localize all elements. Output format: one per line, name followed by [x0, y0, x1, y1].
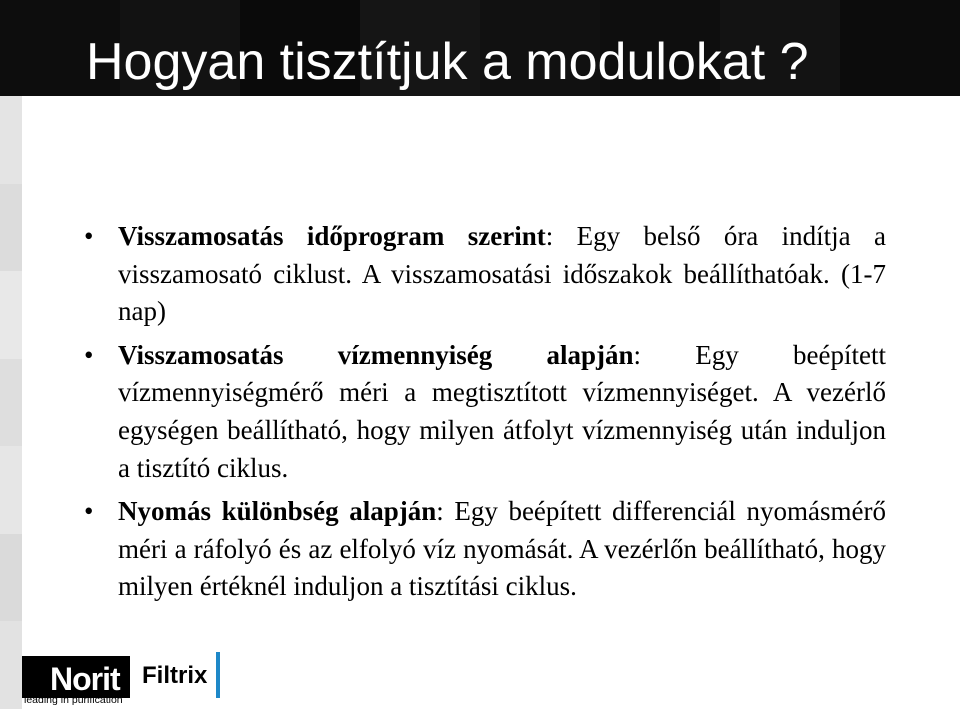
- bullet-text: : Egy belső óra indítja a visszamosató ciklust. A visszamosatási időszakok beállíthatóak. (1-7 nap): [118, 221, 887, 327]
- bullet-item-water-volume: [84, 337, 886, 487]
- bullet-icon: •: [84, 496, 94, 527]
- left-strip-cell: [0, 271, 22, 359]
- title-bar-segment: [840, 0, 960, 96]
- filtrix-accent-bar: [216, 652, 220, 698]
- left-decorative-strip: [0, 96, 22, 709]
- left-strip-cell: [0, 446, 22, 534]
- norit-logo-text: Norit: [50, 661, 120, 697]
- left-strip-cell: [0, 359, 22, 447]
- bullet-heading: Nyomás különbség alapján: [118, 496, 437, 527]
- bullet-list: [84, 218, 887, 612]
- slide-title: Hogyan tisztítjuk a modulokat ?: [86, 33, 809, 91]
- filtrix-logo: Filtrix: [142, 662, 208, 689]
- left-strip-cell: [0, 96, 22, 184]
- bullet-heading: Visszamosatás időprogram szerint: [118, 221, 546, 251]
- bullet-heading: Visszamosatás vízmennyiség alapján: [118, 339, 634, 370]
- bullet-icon: •: [84, 221, 94, 251]
- bullet-icon: •: [84, 339, 94, 370]
- bullet-text: : Egy beépített vízmennyiségmérő méri a megtisztított vízmennyiséget. A vezérlő egységen beállítható, hogy milyen átfolyt vízmennyiség után induljon a tisztító ciklus.: [118, 339, 886, 483]
- bullet-text: : Egy beépített differenciál nyomásmérő méri a ráfolyó és az elfolyó víz nyomását. A vezérlőn beállítható, hogy milyen értéknél induljon a tisztítási ciklus.: [118, 496, 886, 602]
- bullet-item-time-program: [84, 218, 887, 331]
- bullet-item-pressure-difference: [84, 493, 886, 606]
- norit-logo: [22, 656, 130, 698]
- left-strip-cell: [0, 534, 22, 622]
- left-strip-cell: [0, 184, 22, 272]
- footer-logos: [0, 646, 240, 709]
- norit-tagline: leading in purification: [24, 694, 123, 706]
